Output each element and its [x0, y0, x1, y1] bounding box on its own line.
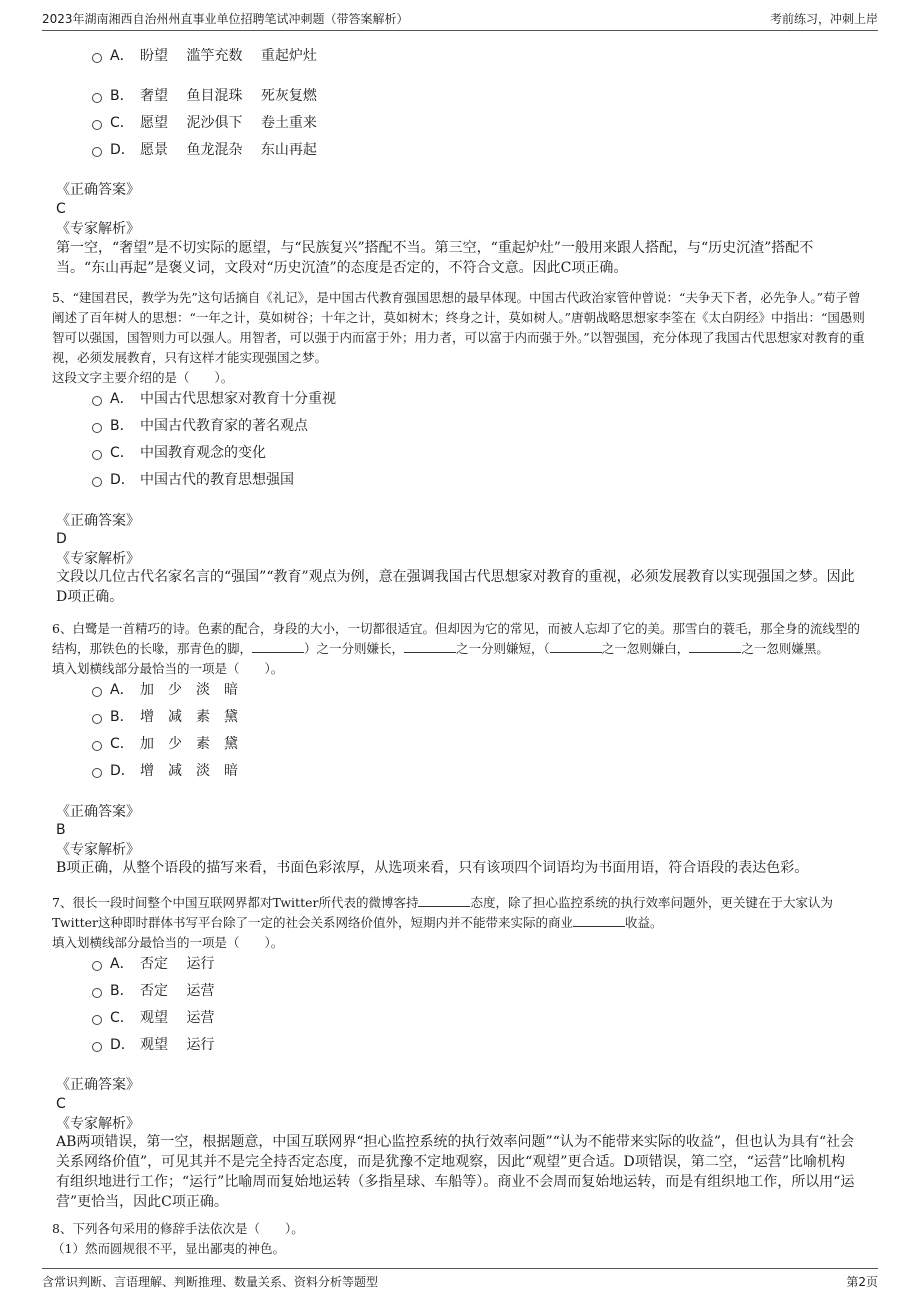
- header-slogan: 考前练习，冲刺上岸: [769, 12, 878, 26]
- answer-label: 《正确答案》: [56, 513, 140, 529]
- q5-prompt: 这段文字主要介绍的是（ ）。: [52, 370, 234, 385]
- q5-option-a[interactable]: A． 中国古代思想家对教育十分重视: [92, 389, 336, 409]
- radio-icon[interactable]: [92, 768, 102, 778]
- q4-option-d[interactable]: D． 愿景 鱼龙混杂 东山再起: [92, 140, 317, 160]
- q7-option-b[interactable]: B． 否定 运营: [92, 981, 214, 1001]
- blank-line: [689, 640, 741, 653]
- q7-option-c[interactable]: C． 观望 运营: [92, 1008, 214, 1028]
- page-footer: [42, 1268, 878, 1293]
- radio-icon[interactable]: [92, 961, 102, 971]
- q6-stem: 6、白鹭是一首精巧的诗。色素的配合，身段的大小，一切都很适宜。但却因为它的常见，而被人忘却了它的美。那雪白的蓑毛，那全身的流线型的结构，那铁色的长喙，那青色的脚， ）之一分则嫌长， 之一分则嫌短，（ 之一忽则嫌白， 之一忽则嫌黑。 填入划横线部分最恰当的一项是（ ）。: [52, 619, 866, 679]
- q7-prompt: 填入划横线部分最恰当的一项是（ ）。: [52, 935, 284, 950]
- q7-stem: 7、很长一段时间整个中国互联网界都对Twitter所代表的微博客持 态度，除了担心监控系统的执行效率问题外，更关键在于大家认为Twitter这种即时群体书写平台除了一定的社会关系网络价值外，短期内并不能带来实际的商业 收益。 填入划横线部分最恰当的一项是（ ）。: [52, 893, 866, 953]
- radio-icon[interactable]: [92, 53, 102, 63]
- q5-stem: 5、“建国君民，教学为先”这句话摘自《礼记》，是中国古代教育强国思想的最早体现。中国古代政治家管仲曾说：“夫争天下者，必先争人。”荀子曾阐述了百年树人的思想：“一年之计，莫如树谷；十年之计，莫如树木；终身之计，莫如树人。”唐朝战略思想家李筌在《太白阴经》中指出：“国愚则智可以强国，国智则力可以强人。用智者，可以强于内而富于外；用力者，可以富于内而强于外。”以智强国，充分体现了我国古代思想家对教育的重视，必须发展教育，只有这样才能实现强国之梦。 这段文字主要介绍的是（ ）。: [52, 288, 866, 388]
- q6-option-a[interactable]: A． 加 少 淡 暗: [92, 680, 238, 700]
- radio-icon[interactable]: [92, 120, 102, 130]
- analysis-label: 《专家解析》: [56, 1116, 140, 1132]
- radio-icon[interactable]: [92, 714, 102, 724]
- page-number: 第2页: [846, 1275, 878, 1289]
- radio-icon[interactable]: [92, 93, 102, 103]
- radio-icon[interactable]: [92, 147, 102, 157]
- q4-option-b[interactable]: B． 奢望 鱼目混珠 死灰复燃: [92, 86, 317, 106]
- answer-label: 《正确答案》: [56, 1077, 140, 1093]
- radio-icon[interactable]: [92, 1042, 102, 1052]
- header-title: 2023年湖南湘西自治州州直事业单位招聘笔试冲刺题（带答案解析）: [42, 12, 409, 26]
- radio-icon[interactable]: [92, 450, 102, 460]
- q7-option-a[interactable]: A． 否定 运行: [92, 954, 214, 974]
- radio-icon[interactable]: [92, 477, 102, 487]
- q6-option-b[interactable]: B． 增 减 素 黛: [92, 707, 238, 727]
- answer-label: 《正确答案》: [56, 182, 140, 198]
- radio-icon[interactable]: [92, 396, 102, 406]
- q7-option-d[interactable]: D． 观望 运行: [92, 1035, 214, 1055]
- q6-answer: B: [56, 822, 66, 838]
- q5-option-d[interactable]: D． 中国古代的教育思想强国: [92, 470, 294, 490]
- q4-analysis: 第一空，“奢望”是不切实际的愿望，与“民族复兴”搭配不当。第三空，“重起炉灶”一般用来跟人搭配，与“历史沉渣”搭配不当。“东山再起”是褒义词，文段对“历史沉渣”的态度是否定的，不符合文意。因此C项正确。: [56, 240, 814, 276]
- q5-answer: D: [56, 531, 67, 547]
- q6-analysis: B项正确，从整个语段的描写来看，书面色彩浓厚，从选项来看，只有该项四个词语均为书面用语，符合语段的表达色彩。: [56, 860, 809, 876]
- q5-option-b[interactable]: B． 中国古代教育家的著名观点: [92, 416, 308, 436]
- analysis-label: 《专家解析》: [56, 842, 140, 858]
- blank-line: [252, 640, 304, 653]
- blank-line: [550, 640, 602, 653]
- analysis-label: 《专家解析》: [56, 551, 140, 567]
- q8-stem: 8、下列各句采用的修辞手法依次是（ ）。 （1）然而圆规很不平，显出鄙夷的神色。: [52, 1219, 866, 1259]
- q5-analysis: 文段以几位古代名家名言的“强国”“教育”观点为例，意在强调我国古代思想家对教育的重视，必须发展教育以实现强国之梦。因此D项正确。: [56, 569, 855, 605]
- radio-icon[interactable]: [92, 988, 102, 998]
- radio-icon[interactable]: [92, 741, 102, 751]
- q6-prompt: 填入划横线部分最恰当的一项是（ ）。: [52, 661, 284, 676]
- footer-note: 含常识判断、言语理解、判断推理、数量关系、资料分析等题型: [42, 1275, 379, 1289]
- blank-line: [573, 914, 625, 927]
- analysis-label: 《专家解析》: [56, 221, 140, 237]
- q7-answer: C: [56, 1096, 66, 1112]
- q4-answer: C: [56, 201, 66, 217]
- q5-option-c[interactable]: C． 中国教育观念的变化: [92, 443, 266, 463]
- radio-icon[interactable]: [92, 423, 102, 433]
- q4-option-c[interactable]: C． 愿望 泥沙俱下 卷土重来: [92, 113, 317, 133]
- answer-label: 《正确答案》: [56, 804, 140, 820]
- blank-line: [404, 640, 456, 653]
- page-header: [42, 6, 878, 31]
- q7-analysis: AB两项错误，第一空，根据题意，中国互联网界“担心监控系统的执行效率问题”“认为不能带来实际的收益”，但也认为具有“社会关系网络价值”，可见其并不是完全持否定态度，而是犹豫不定地观察，因此“观望”更合适。D项错误，第二空，“运营”比喻机构有组织地进行工作；“运行”比喻周而复始地运转（多指星球、车船等）。商业不会周而复始地运转，而是有组织地工作，所以用“运营”更恰当，因此C项正确。: [56, 1134, 855, 1210]
- radio-icon[interactable]: [92, 1015, 102, 1025]
- q6-option-d[interactable]: D． 增 减 淡 暗: [92, 761, 238, 781]
- radio-icon[interactable]: [92, 687, 102, 697]
- q8-line-1: （1）然而圆规很不平，显出鄙夷的神色。: [52, 1241, 285, 1256]
- q6-option-c[interactable]: C． 加 少 素 黛: [92, 734, 238, 754]
- q4-option-a[interactable]: A． 盼望 滥竽充数 重起炉灶: [92, 46, 317, 66]
- blank-line: [418, 894, 470, 907]
